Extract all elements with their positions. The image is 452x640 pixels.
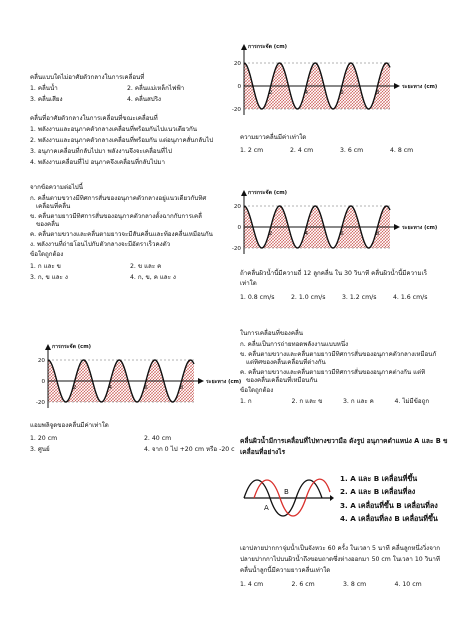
q9-option-1[interactable]: 1. 4 cm (240, 581, 264, 589)
y-axis-arrow (45, 344, 51, 350)
q3-item-a-cont: เคลื่อนที่คลื่น (36, 203, 71, 211)
q3-option-3[interactable]: 3. ก, ข และ ง (30, 273, 68, 281)
q7-option-4[interactable]: 4. ไม่มีข้อถูก (394, 398, 430, 406)
y-axis-arrow (241, 190, 247, 196)
x-tick-label: 2 (72, 385, 77, 391)
y-axis-label: การกระจัด (cm) (248, 190, 287, 196)
q7-option-1[interactable]: 1. ก (240, 398, 252, 406)
q5-option-4[interactable]: 4. 8 cm (390, 147, 414, 155)
x-axis-label: ระยะทาง (cm) (402, 84, 438, 90)
x-axis-arrow (394, 83, 400, 89)
y-tick-label: 20 (37, 358, 45, 364)
question-9 (240, 545, 446, 589)
y-tick-label: -20 (35, 400, 45, 406)
q4-option-3[interactable]: 3. ศูนย์ (30, 446, 50, 454)
q8-option-1[interactable]: 1. A และ B เคลื่อนที่ขึ้น (340, 474, 418, 483)
q1-option-2[interactable]: 2. คลื่นแม่เหล็กไฟฟ้า (127, 85, 185, 93)
q4-option-2[interactable]: 2. 40 cm (144, 435, 172, 443)
question-5-stem: ความยาวคลื่นมีค่าเท่าใด (240, 134, 307, 141)
q2-option-3[interactable]: 3. อนุภาคเคลื่อนที่กลับไปมา พลังงานจึงจะเคลื่อนที่ไป (30, 148, 172, 156)
q9-line-3: คลื่นน้ำลูกนี้มีความยาวคลื่นเท่าใด (240, 567, 331, 575)
question-2 (30, 115, 230, 167)
q8-label-a: A (264, 504, 269, 512)
q7-item-c-cont: ของคลื่นเคลื่อนที่เหมือนกัน (246, 377, 318, 385)
y-axis-arrow (241, 44, 247, 50)
q4-option-1[interactable]: 1. 20 cm (30, 435, 58, 443)
q6-option-1[interactable]: 1. 0.8 cm/s (240, 294, 275, 302)
wave-graph-q5 (222, 36, 438, 126)
x-tick-label: 6 (144, 385, 148, 391)
q3-ask: ข้อใดถูกต้อง (30, 251, 64, 259)
y-tick-label: 0 (237, 84, 241, 90)
q6-option-2[interactable]: 2. 1.0 cm/s (291, 294, 326, 302)
x-tick-label: 2 (268, 90, 273, 96)
q5-option-2[interactable]: 2. 4 cm (290, 147, 314, 155)
x-tick-label: 8 (375, 90, 380, 96)
q2-option-1[interactable]: 1. พลังงานและอนุภาคตัวกลางเคลื่อนที่พร้อมกันไปแนวเดียวกัน (30, 126, 197, 134)
q3-option-4[interactable]: 4. ก, ข, ค และ ง (130, 273, 176, 281)
q6-option-4[interactable]: 4. 1.6 cm/s (393, 294, 428, 302)
question-4 (30, 422, 235, 454)
q3-item-c: ค. คลื่นตามขวางและคลื่นตามยาวจะมีสันคลื่นและท้องคลื่นเหมือนกัน (30, 231, 213, 239)
question-8-stem: คลื่นผิวน้ำมีการเคลื่อนที่ไปทางขวามือ ดังรูป อนุภาคตำแหน่ง A และ B ข (240, 437, 448, 445)
question-4-stem: แอมพลิจูดของคลื่นมีค่าเท่าใด (30, 422, 109, 429)
question-2-stem: คลื่นที่อาศัยตัวกลางในการเคลื่อนที่ขณะเคลื่อนที่ (30, 115, 158, 122)
q8-label-b: B (284, 488, 289, 496)
q8-option-2[interactable]: 2. A และ B เคลื่อนที่ลง (340, 487, 416, 497)
q8-option-3[interactable]: 3. A เคลื่อนที่ขึ้น B เคลื่อนที่ลง (340, 500, 438, 510)
q7-option-3[interactable]: 3. ก และ ค (343, 398, 374, 406)
y-tick-label: -20 (231, 246, 241, 252)
q7-item-b: ข. คลื่นตามขวางและคลื่นตามยาวมีทิศการสั่นของอนุภาคตัวกลางเหมือนกั (240, 351, 437, 359)
q1-option-3[interactable]: 3. คลื่นเสียง (30, 96, 63, 104)
q3-item-b-cont: ของคลื่น (36, 221, 60, 229)
q8-axis-arrow (330, 495, 334, 501)
x-tick-label: 4 (304, 90, 309, 96)
question-5 (240, 134, 440, 155)
q3-option-1[interactable]: 1. ก และ ข (30, 262, 61, 270)
wave-graph-q6 (222, 182, 438, 262)
q7-option-2[interactable]: 2. ก และ ข (291, 398, 323, 406)
q3-item-d: ง. พลังงานที่ถ่ายโอนไปกับตัวกลางจะมีอัตราเร็วคงตัว (30, 241, 171, 249)
q2-option-4[interactable]: 4. พลังงานเคลื่อนที่ไป อนุภาคจึงเคลื่อนที่กลับไปมา (30, 159, 165, 167)
y-axis-label: การกระจัด (cm) (248, 44, 287, 50)
q6-option-3[interactable]: 3. 1.2 cm/s (342, 294, 377, 302)
x-tick-label: 8 (179, 385, 184, 391)
q7-item-c: ค. คลื่นตามขวางและคลื่นตามยาวมีทิศการสั่นของอนุภาคต่างกัน แต่ทิ (240, 369, 426, 377)
q7-ask: ข้อใดถูกต้อง (240, 387, 274, 395)
q5-option-1[interactable]: 1. 2 cm (240, 147, 264, 155)
y-tick-label: 20 (233, 61, 241, 67)
question-3 (30, 184, 226, 282)
question-3-stem: จากข้อความต่อไปนี้ (30, 184, 83, 191)
x-tick-label: 4 (304, 231, 309, 237)
question-6-stem-cont: เท่าใด (240, 280, 257, 288)
x-tick-label: 2 (268, 231, 273, 237)
q9-option-4[interactable]: 4. 10 cm (394, 581, 422, 589)
question-8 (240, 437, 446, 456)
q4-option-4[interactable]: 4. จาก 0 ไป +20 cm หรือ -20 c (144, 446, 235, 454)
question-6-stem: ถ้าคลื่นผิวน้ำนี้มีความถี่ 12 ลูกคลื่น ใน 30 วินาที คลื่นผิวน้ำนี้มีความเร็ (240, 270, 428, 277)
x-tick-label: 8 (375, 231, 380, 237)
q7-item-a: ก. คลื่นเป็นการถ่ายทอดพลังงานแบบหนึ่ง (240, 341, 349, 349)
x-axis-arrow (198, 378, 204, 384)
y-tick-label: -20 (231, 107, 241, 113)
question-7 (240, 330, 446, 407)
y-tick-label: 0 (237, 225, 241, 231)
wave-graph-q4 (26, 336, 242, 416)
q3-item-a: ก. คลื่นตามขวางมีทิศการสั่นของอนุภาคตัวกลางอยู่แนวเดียวกับทิศ (30, 195, 207, 203)
question-1-stem: คลื่นแบบใดไม่อาศัยตัวกลางในการเคลื่อนที่ (30, 74, 145, 81)
q3-item-b: ข. คลื่นตามยาวมีทิศการสั่นของอนุภาคตัวกลางตั้งฉากกับการเคลื่ (30, 213, 202, 221)
q7-item-b-cont: แต่ทิศของคลื่นเคลื่อนที่ต่างกัน (246, 359, 326, 367)
q8-option-4[interactable]: 4. A เคลื่อนที่ลง B เคลื่อนที่ขึ้น (340, 514, 438, 524)
x-tick-label: 4 (108, 385, 113, 391)
question-6 (240, 270, 444, 302)
x-axis-label: ระยะทาง (cm) (402, 225, 438, 231)
q9-line-2: ปลายปากกาไปบนผิวน้ำถึงขอบถาดซึ่งห่างออกมา 50 cm ในเวลา 10 วินาที (240, 556, 440, 564)
question-7-stem: ในการเคลื่อนที่ของคลื่น (240, 330, 303, 337)
q2-option-2[interactable]: 2. พลังงานและอนุภาคตัวกลางเคลื่อนที่พร้อมกัน แต่อนุภาคสั่นกลับไป (30, 137, 214, 145)
q1-option-1[interactable]: 1. คลื่นน้ำ (30, 85, 58, 93)
q9-line-1: เอาปลายปากกาจุ่มน้ำเป็นจังหวะ 60 ครั้ง ในเวลา 5 นาที คลื่นลูกหนึ่งวิ่งจาก (240, 545, 441, 552)
y-tick-label: 0 (41, 379, 45, 385)
q9-option-2[interactable]: 2. 6 cm (291, 581, 315, 589)
q5-option-3[interactable]: 3. 6 cm (340, 147, 364, 155)
x-tick-label: 6 (340, 231, 344, 237)
x-tick-label: 6 (340, 90, 344, 96)
x-axis-arrow (394, 224, 400, 230)
q1-option-4[interactable]: 4. คลื่นสปริง (127, 96, 162, 104)
question-8-stem-cont: เคลื่อนที่อย่างไร (240, 447, 286, 456)
q9-option-3[interactable]: 3. 8 cm (343, 581, 367, 589)
question-1 (30, 74, 220, 104)
y-tick-label: 20 (233, 204, 241, 210)
x-axis-label: ระยะทาง (cm) (206, 379, 242, 385)
q3-option-2[interactable]: 2. ข และ ค (130, 262, 162, 270)
y-axis-label: การกระจัด (cm) (52, 344, 91, 350)
q8-wave-diagram (238, 470, 334, 522)
q8-options (340, 474, 450, 523)
